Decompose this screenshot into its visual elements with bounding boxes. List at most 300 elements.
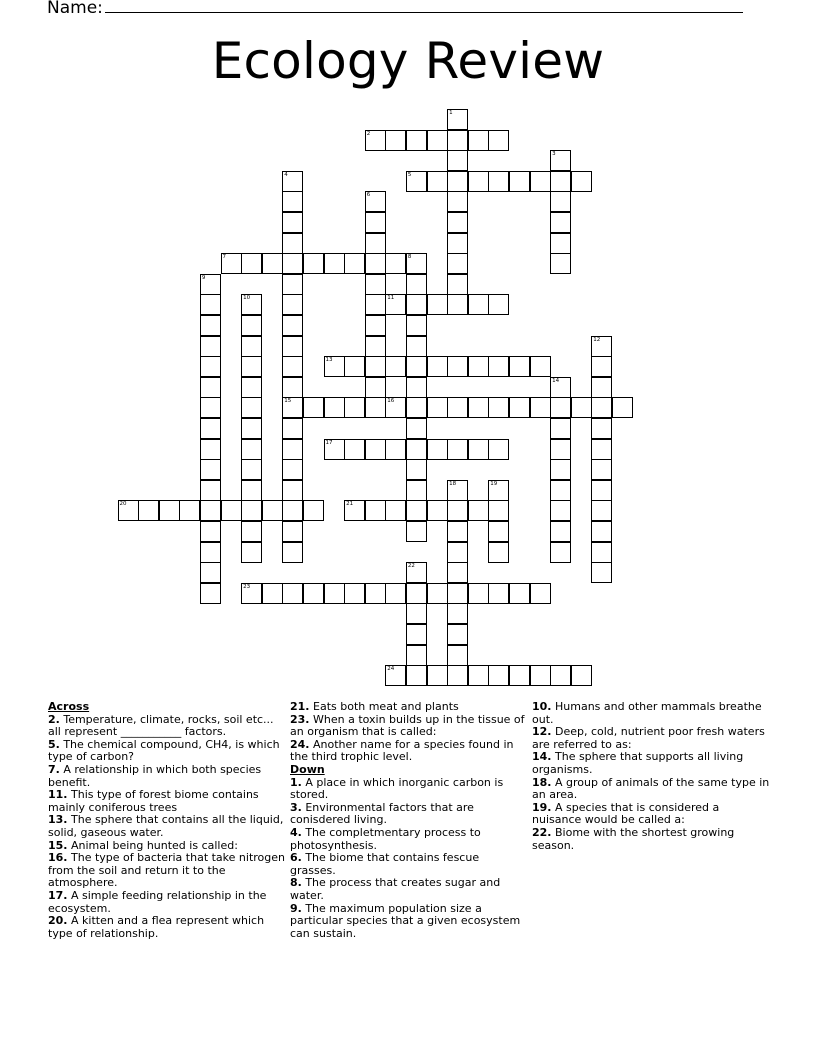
down-clue [532,701,770,726]
crossword-cell[interactable] [324,439,345,460]
crossword-cell[interactable] [447,645,468,666]
crossword-cell[interactable] [488,294,509,315]
crossword-cell[interactable] [282,377,303,398]
crossword-cell[interactable] [241,418,262,439]
crossword-cell[interactable] [591,542,612,563]
clue-number: 10. [532,700,552,713]
crossword-cell[interactable] [385,439,406,460]
clue-number-label: 11 [387,295,395,302]
crossword-cell[interactable] [406,521,427,542]
crossword-cell[interactable] [550,191,571,212]
crossword-cell[interactable] [200,274,221,295]
crossword-cell[interactable] [427,500,448,521]
crossword-cell[interactable] [200,294,221,315]
crossword-cell[interactable] [324,253,345,274]
crossword-cell[interactable] [468,439,489,460]
clue-number: 3. [290,800,302,814]
crossword-cell[interactable] [591,356,612,377]
across-clue [290,739,528,764]
crossword-cell[interactable] [200,542,221,563]
crossword-cell[interactable] [406,645,427,666]
crossword-cell[interactable] [406,315,427,336]
crossword-cell[interactable] [262,500,283,521]
crossword-cell[interactable] [468,583,489,604]
crossword-cell[interactable] [406,130,427,151]
across-clue [48,890,286,915]
crossword-cell[interactable] [447,212,468,233]
crossword-cell[interactable] [406,397,427,418]
clue-text: This type of forest biome contains mainly coniferous trees [48,788,259,814]
crossword-cell[interactable] [550,665,571,686]
crossword-cell[interactable] [488,542,509,563]
crossword-cell[interactable] [282,459,303,480]
crossword-cell[interactable] [241,356,262,377]
crossword-cell[interactable] [406,336,427,357]
clue-number: 6. [290,851,302,865]
crossword-cell[interactable] [468,171,489,192]
crossword-cell[interactable] [571,397,592,418]
clue-number: 21. [290,700,310,713]
clue-text: A relationship in which both species benefit. [48,762,262,789]
clue-text: Animal being hunted is called: [67,838,238,852]
clue-number: 11. [48,788,68,802]
across-clue [48,764,286,789]
crossword-cell[interactable] [406,439,427,460]
crossword-cell[interactable] [468,500,489,521]
crossword-cell[interactable] [530,171,551,192]
crossword-cell[interactable] [344,583,365,604]
crossword-cell[interactable] [406,294,427,315]
crossword-cell[interactable] [447,233,468,254]
crossword-cell[interactable] [550,397,571,418]
clue-number: 1. [290,775,302,789]
clue-text: A place in which inorganic carbon is stored. [290,775,504,802]
clue-number: 9. [290,901,302,915]
crossword-cell[interactable] [468,130,489,151]
crossword-cell[interactable] [385,130,406,151]
across-clue [48,852,286,890]
crossword-cell[interactable] [365,130,386,151]
clue-text: The maximum population size a particular species that a given ecosystem can sustain. [290,901,521,940]
crossword-cell[interactable] [571,665,592,686]
clue-text: The completmentary process to photosynthesis. [290,825,481,852]
crossword-cell[interactable] [530,356,551,377]
crossword-cell[interactable] [241,294,262,315]
clue-number-label: 21 [346,501,354,508]
crossword-cell[interactable] [447,480,468,501]
crossword-cell[interactable] [385,294,406,315]
clue-text: A species that is considered a nuisance would be called a: [532,800,720,827]
crossword-cell[interactable] [591,480,612,501]
crossword-cell[interactable] [262,583,283,604]
across-clue [290,714,528,739]
clue-number-label: 16 [387,398,395,405]
crossword-cell[interactable] [241,336,262,357]
crossword-cell[interactable] [365,500,386,521]
clue-text: A simple feeding relationship in the ecosystem. [48,888,267,915]
clue-number: 17. [48,888,68,902]
crossword-cell[interactable] [262,253,283,274]
clue-text: The sphere that supports all living organisms. [532,750,744,776]
crossword-cell[interactable] [530,583,551,604]
crossword-cell[interactable] [447,274,468,295]
crossword-cell[interactable] [550,521,571,542]
crossword-cell[interactable] [509,665,530,686]
crossword-cell[interactable] [241,583,262,604]
crossword-cell[interactable] [159,500,180,521]
across-clue-list-continued [290,701,528,764]
crossword-cell[interactable] [241,542,262,563]
clue-number: 16. [48,851,68,865]
crossword-cell[interactable] [447,253,468,274]
crossword-cell[interactable] [282,500,303,521]
crossword-cell[interactable] [406,253,427,274]
crossword-cell[interactable] [200,480,221,501]
crossword-cell[interactable] [406,418,427,439]
crossword-cell[interactable] [447,603,468,624]
clue-text: Deep, cold, nutrient poor fresh waters are referred to as: [532,725,765,751]
crossword-cell[interactable] [591,439,612,460]
clue-text: The chemical compound, CH4, is which type of carbon? [48,737,280,764]
down-clue [290,852,528,877]
crossword-cell[interactable] [488,500,509,521]
crossword-cell[interactable] [427,130,448,151]
crossword-cell[interactable] [612,397,633,418]
crossword-cell[interactable] [365,377,386,398]
crossword-cell[interactable] [385,665,406,686]
crossword-cell[interactable] [200,439,221,460]
clue-number-label: 24 [387,666,395,673]
crossword-cell[interactable] [324,397,345,418]
crossword-cell[interactable] [365,356,386,377]
crossword-cell[interactable] [550,542,571,563]
clue-text: Another name for a species found in the third trophic level. [290,737,514,764]
crossword-cell[interactable] [200,336,221,357]
crossword-cell[interactable] [282,418,303,439]
crossword-cell[interactable] [365,233,386,254]
crossword-cell[interactable] [550,150,571,171]
crossword-cell[interactable] [406,583,427,604]
crossword-cell[interactable] [241,480,262,501]
crossword-cell[interactable] [241,397,262,418]
clue-number-label: 17 [325,439,333,446]
crossword-cell[interactable] [447,191,468,212]
down-clue [290,877,528,902]
clue-text: Temperature, climate, rocks, soil etc... all represent ___________ factors. [48,712,274,739]
crossword-cell[interactable] [550,418,571,439]
crossword-cell[interactable] [591,500,612,521]
clue-number: 19. [532,800,552,814]
crossword-cell[interactable] [324,356,345,377]
crossword-cell[interactable] [241,315,262,336]
down-clue-list [290,777,528,941]
clue-number-label: 14 [552,377,560,384]
crossword-cell[interactable] [365,336,386,357]
crossword-cell[interactable] [241,500,262,521]
crossword-cell[interactable] [241,253,262,274]
clue-number-label: 2 [366,130,371,137]
crossword-cell[interactable] [200,418,221,439]
crossword-cell[interactable] [509,583,530,604]
crossword-cell[interactable] [365,315,386,336]
crossword-cell[interactable] [447,294,468,315]
clue-text: The sphere that contains all the liquid, solid, gaseous water. [48,813,284,839]
crossword-cell[interactable] [427,171,448,192]
crossword-cell[interactable] [303,253,324,274]
crossword-cell[interactable] [488,397,509,418]
crossword-cell[interactable] [427,665,448,686]
crossword-cell[interactable] [365,439,386,460]
crossword-cell[interactable] [282,356,303,377]
crossword-cell[interactable] [406,665,427,686]
clue-number: 20. [48,914,68,928]
crossword-cell[interactable] [591,377,612,398]
crossword-cell[interactable] [303,500,324,521]
down-clue [290,903,528,941]
crossword-cell[interactable] [468,665,489,686]
clue-number-label: 22 [407,563,415,570]
crossword-cell[interactable] [447,109,468,130]
down-clue [290,827,528,852]
crossword-cell[interactable] [282,480,303,501]
crossword-cell[interactable] [282,439,303,460]
clue-text: A group of animals of the same type in an area. [532,775,770,802]
crossword-cell[interactable] [406,500,427,521]
crossword-cell[interactable] [303,397,324,418]
crossword-cell[interactable] [282,336,303,357]
clue-number: 5. [48,737,60,751]
crossword-cell[interactable] [406,624,427,645]
crossword-cell[interactable] [200,583,221,604]
down-clue [532,751,770,776]
crossword-cell[interactable] [591,336,612,357]
crossword-cell[interactable] [282,521,303,542]
clue-number-label: 9 [201,274,206,281]
crossword-cell[interactable] [365,397,386,418]
crossword-cell[interactable] [427,397,448,418]
crossword-cell[interactable] [550,212,571,233]
down-clue [532,802,770,827]
crossword-cell[interactable] [550,459,571,480]
crossword-cell[interactable] [550,439,571,460]
crossword-cell[interactable] [365,191,386,212]
crossword-cell[interactable] [344,356,365,377]
crossword-cell[interactable] [385,356,406,377]
crossword-cell[interactable] [344,253,365,274]
crossword-cell[interactable] [282,294,303,315]
clue-number: 18. [532,775,552,789]
crossword-cell[interactable] [282,171,303,192]
crossword-cell[interactable] [282,253,303,274]
crossword-cell[interactable] [241,377,262,398]
clue-text: Environmental factors that are conisdered living. [290,800,474,827]
crossword-cell[interactable] [241,439,262,460]
crossword-cell[interactable] [591,418,612,439]
crossword-cell[interactable] [488,583,509,604]
clue-number-label: 15 [284,398,292,405]
crossword-cell[interactable] [138,500,159,521]
clues-column-1 [48,701,286,940]
crossword-cell[interactable] [488,171,509,192]
crossword-cell[interactable] [427,356,448,377]
clue-number: 7. [48,762,60,776]
crossword-cell[interactable] [591,397,612,418]
across-clue [48,739,286,764]
crossword-cell[interactable] [509,356,530,377]
crossword-cell[interactable] [447,397,468,418]
crossword-cell[interactable] [200,459,221,480]
crossword-cell[interactable] [303,583,324,604]
crossword-cell[interactable] [200,500,221,521]
crossword-cell[interactable] [385,583,406,604]
down-clue-list-continued [532,701,770,852]
crossword-cell[interactable] [447,130,468,151]
crossword-cell[interactable] [488,439,509,460]
crossword-cell[interactable] [447,150,468,171]
crossword-cell[interactable] [447,665,468,686]
crossword-cell[interactable] [324,583,345,604]
crossword-cell[interactable] [200,521,221,542]
crossword-cell[interactable] [200,356,221,377]
clue-text: The type of bacteria that take nitrogen from the soil and return it to the atmosphere. [48,851,285,890]
crossword-cell[interactable] [365,583,386,604]
clue-number-label: 3 [552,151,556,158]
crossword-cell[interactable] [282,233,303,254]
crossword-cell[interactable] [468,397,489,418]
crossword-cell[interactable] [406,562,427,583]
crossword-cell[interactable] [550,171,571,192]
clue-number-label: 1 [449,110,453,116]
crossword-cell[interactable] [550,253,571,274]
across-clue [48,814,286,839]
crossword-cell[interactable] [200,315,221,336]
clues-column-2 [290,701,528,940]
crossword-cell[interactable] [530,665,551,686]
crossword-cell[interactable] [550,233,571,254]
crossword-cell[interactable] [447,542,468,563]
crossword-cell[interactable] [591,521,612,542]
crossword-cell[interactable] [468,294,489,315]
clue-number-label: 18 [449,480,457,487]
clue-text: When a toxin builds up in the tissue of an organism that is called: [290,712,525,739]
crossword-cell[interactable] [406,603,427,624]
crossword-cell[interactable] [385,253,406,274]
down-clue [532,827,770,852]
crossword-cell[interactable] [241,459,262,480]
crossword-cell[interactable] [427,439,448,460]
crossword-cell[interactable] [550,377,571,398]
down-clue [290,777,528,802]
crossword-cell[interactable] [591,459,612,480]
crossword-cell[interactable] [200,562,221,583]
clue-number-label: 19 [490,480,498,487]
crossword-cell[interactable] [282,397,303,418]
crossword-cell[interactable] [385,500,406,521]
crossword-cell[interactable] [344,397,365,418]
crossword-cell[interactable] [282,583,303,604]
crossword-cell[interactable] [447,583,468,604]
down-clue [532,726,770,751]
crossword-cell[interactable] [406,171,427,192]
clue-number: 2. [48,712,60,726]
crossword-cell[interactable] [488,130,509,151]
crossword-cell[interactable] [447,624,468,645]
clue-number: 14. [532,750,552,764]
across-clue [48,714,286,739]
crossword-cell[interactable] [468,356,489,377]
clue-number: 24. [290,737,310,751]
clue-number: 12. [532,725,552,739]
crossword-cell[interactable] [118,500,139,521]
crossword-cell[interactable] [406,459,427,480]
clue-text: Biome with the shortest growing season. [532,825,735,852]
crossword-cell[interactable] [282,191,303,212]
crossword-cell[interactable] [282,315,303,336]
crossword-cell[interactable] [447,562,468,583]
crossword-cell[interactable] [282,542,303,563]
down-heading: Down [290,762,325,776]
crossword-cell[interactable] [179,500,200,521]
crossword-cell[interactable] [488,480,509,501]
clue-text: A kitten and a flea represent which type of relationship. [48,914,265,940]
crossword-cell[interactable] [447,356,468,377]
crossword-cell[interactable] [406,274,427,295]
crossword-cell[interactable] [550,480,571,501]
crossword-cell[interactable] [591,562,612,583]
crossword-cell[interactable] [488,665,509,686]
crossword-cell[interactable] [282,274,303,295]
crossword-cell[interactable] [530,397,551,418]
crossword-cell[interactable] [241,521,262,542]
crossword-cell[interactable] [488,521,509,542]
crossword-cell[interactable] [221,253,242,274]
clue-number-label: 4 [284,171,288,178]
crossword-cell[interactable] [550,500,571,521]
crossword-cell[interactable] [365,212,386,233]
crossword-cell[interactable] [427,583,448,604]
clues-column-3 [532,701,770,852]
crossword-cell[interactable] [406,480,427,501]
crossword-cell[interactable] [385,397,406,418]
crossword-cell[interactable] [344,500,365,521]
crossword-cell[interactable] [282,212,303,233]
crossword-cell[interactable] [344,439,365,460]
crossword-cell[interactable] [427,294,448,315]
across-clue [48,915,286,940]
crossword-cell[interactable] [571,171,592,192]
crossword-cell[interactable] [221,500,242,521]
clue-number-label: 8 [407,254,412,261]
crossword-cell[interactable] [509,397,530,418]
crossword-cell[interactable] [488,356,509,377]
crossword-cell[interactable] [365,274,386,295]
crossword-cell[interactable] [200,377,221,398]
across-heading: Across [48,700,90,713]
crossword-cell[interactable] [365,294,386,315]
crossword-cell[interactable] [509,171,530,192]
crossword-cell[interactable] [365,253,386,274]
down-clue [532,777,770,802]
crossword-cell[interactable] [200,397,221,418]
crossword-cell[interactable] [447,171,468,192]
crossword-cell[interactable] [406,356,427,377]
crossword-cell[interactable] [406,377,427,398]
clue-number-label: 12 [593,336,601,343]
crossword-cell[interactable] [447,500,468,521]
crossword-cell[interactable] [447,521,468,542]
clue-text: The process that creates sugar and water. [290,876,501,902]
crossword-cell[interactable] [447,439,468,460]
